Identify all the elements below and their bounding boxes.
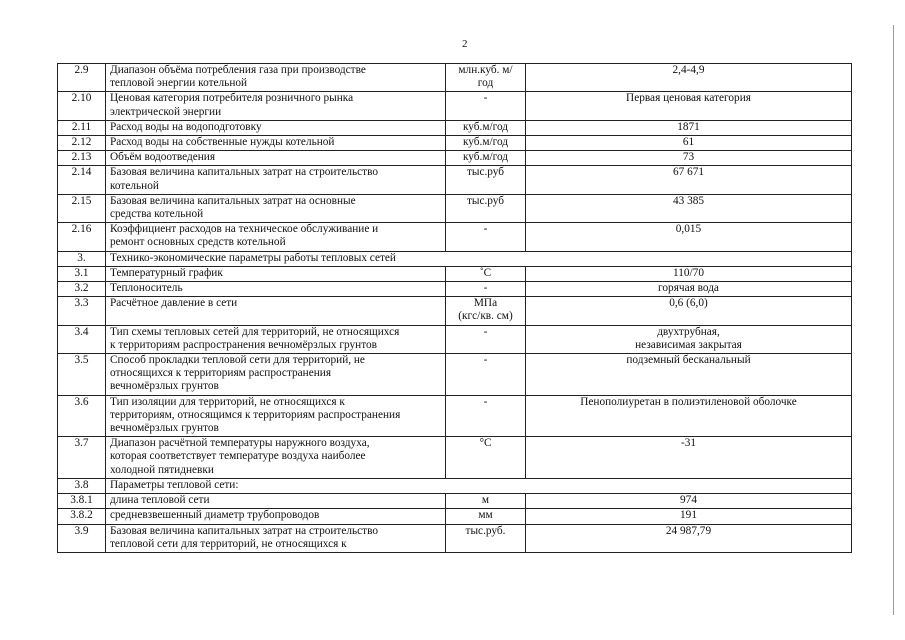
parameter-name: Диапазон объёма потребления газа при производстве тепловой энергии котельной — [106, 64, 446, 92]
unit-cell: ˚С — [446, 266, 526, 281]
unit-cell: - — [446, 282, 526, 297]
parameter-name: Базовая величина капитальных затрат на основные средства котельной — [106, 194, 446, 222]
row-number: 3.4 — [58, 325, 106, 353]
parameters-table — [57, 63, 852, 553]
value-cell: подземный бесканальный — [526, 354, 852, 396]
parameter-name: Объём водоотведения — [106, 151, 446, 166]
unit-cell: куб.м/год — [446, 136, 526, 151]
value-cell: -31 — [526, 437, 852, 479]
unit-cell: °С — [446, 437, 526, 479]
section-row — [58, 478, 852, 493]
row-number: 2.10 — [58, 92, 106, 120]
table-row — [58, 509, 852, 524]
table-row — [58, 282, 852, 297]
row-number: 2.9 — [58, 64, 106, 92]
parameter-name: Тип схемы тепловых сетей для территорий, не относящихся к территориям распространения вечномёрзлых грунтов — [106, 325, 446, 353]
value-cell: 0,6 (6,0) — [526, 297, 852, 325]
table-row — [58, 136, 852, 151]
unit-cell: м — [446, 494, 526, 509]
unit-cell: - — [446, 223, 526, 251]
section-row — [58, 251, 852, 266]
row-number: 2.15 — [58, 194, 106, 222]
table-row — [58, 395, 852, 437]
row-number: 2.14 — [58, 166, 106, 194]
parameter-name: Расход воды на водоподготовку — [106, 120, 446, 135]
unit-cell: - — [446, 325, 526, 353]
row-number: 3.9 — [58, 524, 106, 552]
unit-cell: тыс.руб — [446, 166, 526, 194]
parameter-name: Способ прокладки тепловой сети для территорий, не относящихся к территориям распространения вечномёрзлых грунтов — [106, 354, 446, 396]
row-number: 3.5 — [58, 354, 106, 396]
unit-cell: - — [446, 354, 526, 396]
row-number: 2.11 — [58, 120, 106, 135]
row-number: 3.1 — [58, 266, 106, 281]
value-cell: горячая вода — [526, 282, 852, 297]
parameter-name: Температурный график — [106, 266, 446, 281]
row-number: 3.8 — [58, 478, 106, 493]
table-row — [58, 166, 852, 194]
parameter-name: Теплоноситель — [106, 282, 446, 297]
value-cell: 191 — [526, 509, 852, 524]
table-row — [58, 223, 852, 251]
parameters-table-body — [58, 64, 852, 553]
parameter-name: Ценовая категория потребителя розничного рынка электрической энергии — [106, 92, 446, 120]
unit-cell: куб.м/год — [446, 151, 526, 166]
parameter-name: Базовая величина капитальных затрат на строительство котельной — [106, 166, 446, 194]
unit-cell: тыс.руб. — [446, 524, 526, 552]
row-number: 3.7 — [58, 437, 106, 479]
value-cell: 43 385 — [526, 194, 852, 222]
row-number: 2.16 — [58, 223, 106, 251]
parameter-name: средневзвешенный диаметр трубопроводов — [106, 509, 446, 524]
value-cell: Первая ценовая категория — [526, 92, 852, 120]
section-title: Параметры тепловой сети: — [106, 478, 852, 493]
row-number: 3. — [58, 251, 106, 266]
value-cell: 67 671 — [526, 166, 852, 194]
value-cell: 1871 — [526, 120, 852, 135]
table-row — [58, 494, 852, 509]
table-row — [58, 325, 852, 353]
value-cell: 0,015 — [526, 223, 852, 251]
table-row — [58, 92, 852, 120]
table-row — [58, 120, 852, 135]
table-row — [58, 437, 852, 479]
unit-cell: млн.куб. м/ год — [446, 64, 526, 92]
table-row — [58, 524, 852, 552]
unit-cell: - — [446, 395, 526, 437]
table-row — [58, 266, 852, 281]
row-number: 3.8.1 — [58, 494, 106, 509]
parameter-name: Расход воды на собственные нужды котельной — [106, 136, 446, 151]
page-edge-divider — [893, 25, 894, 615]
unit-cell: мм — [446, 509, 526, 524]
parameter-name: Диапазон расчётной температуры наружного воздуха, которая соответствует температуре воздуха наиболее холодной пятидневки — [106, 437, 446, 479]
unit-cell: тыс.руб — [446, 194, 526, 222]
value-cell: 73 — [526, 151, 852, 166]
unit-cell: МПа (кгс/кв. см) — [446, 297, 526, 325]
row-number: 3.2 — [58, 282, 106, 297]
value-cell: 110/70 — [526, 266, 852, 281]
section-title: Технико-экономические параметры работы тепловых сетей — [106, 251, 852, 266]
parameter-name: длина тепловой сети — [106, 494, 446, 509]
table-row — [58, 354, 852, 396]
value-cell: 61 — [526, 136, 852, 151]
page-number: 2 — [462, 38, 468, 50]
unit-cell: - — [446, 92, 526, 120]
row-number: 3.3 — [58, 297, 106, 325]
value-cell: двухтрубная, независимая закрытая — [526, 325, 852, 353]
value-cell: 24 987,79 — [526, 524, 852, 552]
table-row — [58, 297, 852, 325]
value-cell: 2,4-4,9 — [526, 64, 852, 92]
table-row — [58, 194, 852, 222]
row-number: 3.8.2 — [58, 509, 106, 524]
unit-cell: куб.м/год — [446, 120, 526, 135]
row-number: 2.12 — [58, 136, 106, 151]
row-number: 2.13 — [58, 151, 106, 166]
parameter-name: Тип изоляции для территорий, не относящихся к территориям, относящимся к территориям распространения вечномёрзлых грунтов — [106, 395, 446, 437]
parameter-name: Расчётное давление в сети — [106, 297, 446, 325]
value-cell: 974 — [526, 494, 852, 509]
parameter-name: Коэффициент расходов на техническое обслуживание и ремонт основных средств котельной — [106, 223, 446, 251]
row-number: 3.6 — [58, 395, 106, 437]
parameter-name: Базовая величина капитальных затрат на строительство тепловой сети для территорий, не относящихся к — [106, 524, 446, 552]
table-row — [58, 151, 852, 166]
table-row — [58, 64, 852, 92]
value-cell: Пенополиуретан в полиэтиленовой оболочке — [526, 395, 852, 437]
